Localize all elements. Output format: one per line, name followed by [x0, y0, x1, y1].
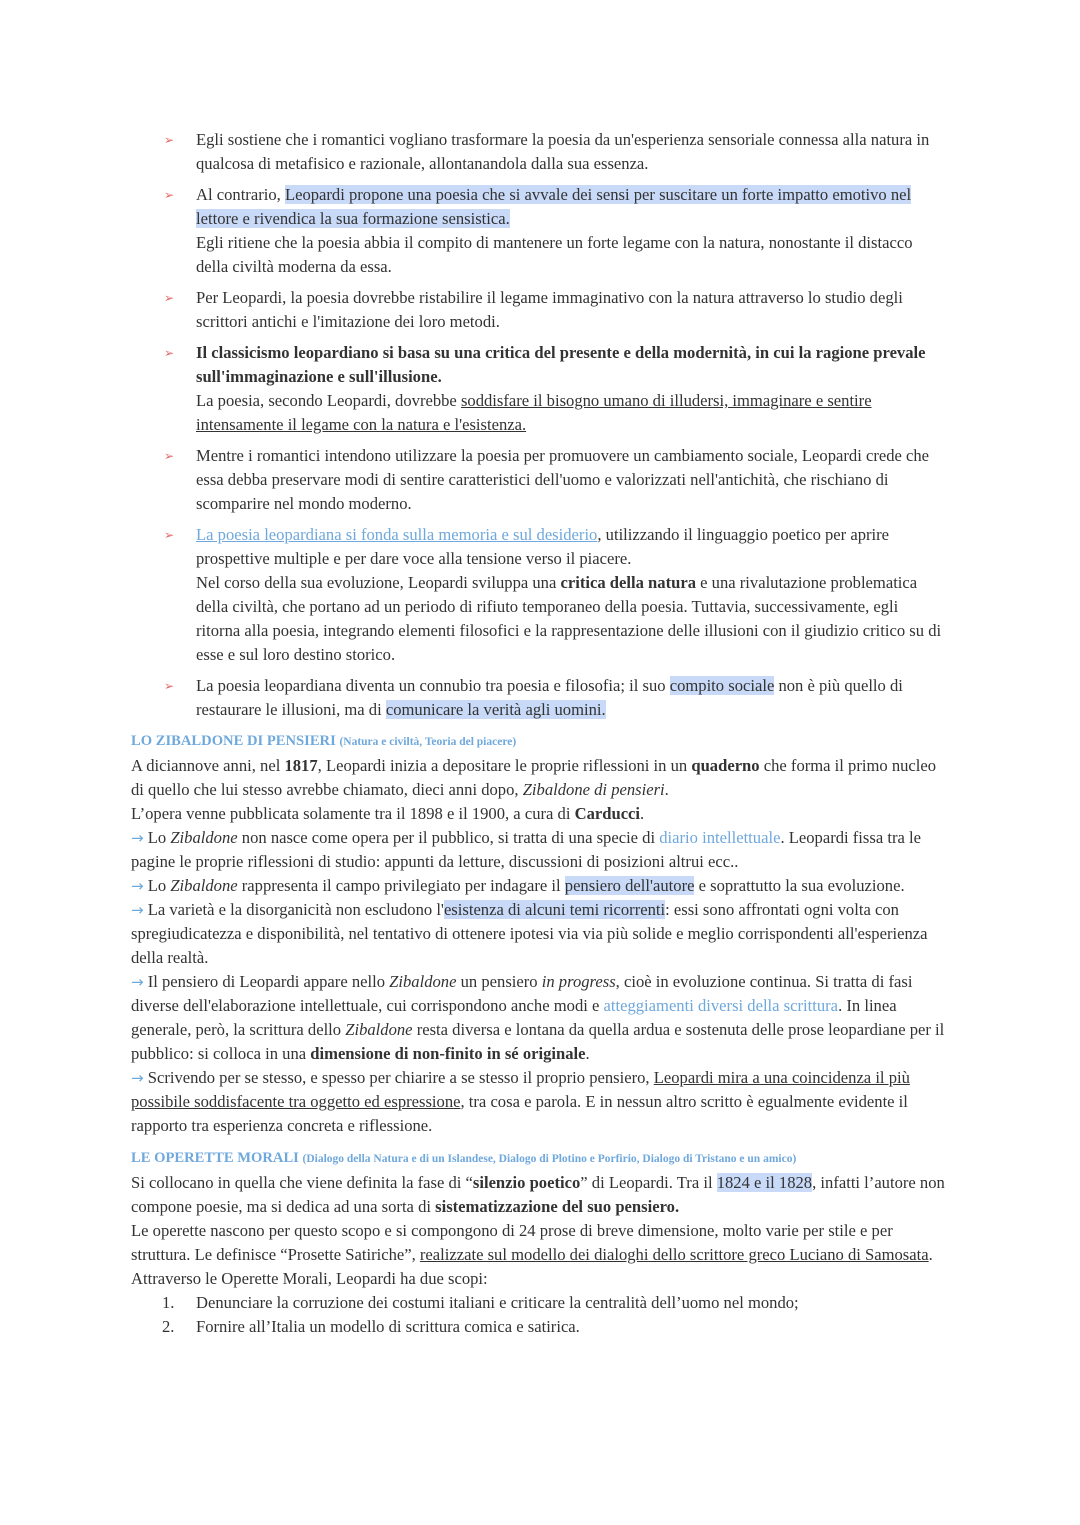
- page-content: [131, 128, 946, 1339]
- list-number: 2.: [162, 1317, 175, 1336]
- arrow-bullet-icon: ➢: [164, 133, 175, 147]
- list-item: ➢ Il classicismo leopardiano si basa su una critica del presente e della modernità, in cui la ragione prevale sull'immaginazione e sull'illusione. La poesia, secondo Leopardi, dovrebbe soddisfare il bisogno umano di illudersi, immaginare e sentire intensamente il legame con la natura e l'esistenza.: [164, 343, 926, 434]
- arrow-bullet-icon: ➢: [164, 346, 175, 360]
- list-item: ➢ La poesia leopardiana si fonda sulla memoria e sul desiderio, utilizzando il linguaggio poetico per aprire prospettive multiple e per dare voce alla tensione verso il piacere. Nel corso della sua evoluzione, Leopardi sviluppa una critica della natura e una rivalutazione problematica della civiltà, che portano ad un periodo di rifiuto temporaneo della poesia. Tuttavia, successivamente, egli ritorna alla poesia, integrando elementi filosofici e la rappresentazione delle illusioni con il giudizio critico su di esse e sul loro destino storico.: [164, 525, 942, 664]
- arrow-bullet-icon: ➢: [164, 679, 175, 693]
- arrow-bullet-icon: ➢: [164, 291, 175, 305]
- right-arrow-icon: →: [131, 877, 144, 895]
- numbered-list: [131, 1291, 946, 1339]
- highlighted-text: 1824 e il 1828: [716, 1173, 813, 1192]
- underlined-text: Leopardi mira a una coincidenza il più possibile soddisfacente tra oggetto ed espressione: [131, 1068, 910, 1111]
- list-item: ➢ Egli sostiene che i romantici vogliano trasformare la poesia da un'esperienza sensoriale connessa alla natura in qualcosa di metafisico e razionale, allontanandola dalla sua essenza.: [164, 130, 930, 173]
- list-item: ➢ Al contrario, Leopardi propone una poesia che si avvale dei sensi per suscitare un forte impatto emotivo nel lettore e rivendica la sua formazione sensistica. Egli ritiene che la poesia abbia il compito di mantenere un forte legame con la natura, nonostante il distacco della civiltà moderna da essa.: [164, 185, 913, 276]
- highlighted-text: pensiero dell'autore: [564, 876, 695, 895]
- bullet-list: [131, 128, 946, 722]
- link-text[interactable]: La poesia leopardiana si fonda sulla memoria e sul desiderio: [196, 525, 598, 544]
- right-arrow-icon: →: [131, 829, 144, 847]
- list-item: ➢ Per Leopardi, la poesia dovrebbe ristabilire il legame immaginativo con la natura attraverso lo studio degli scrittori antichi e l'imitazione dei loro metodi.: [164, 288, 903, 331]
- highlighted-text: Leopardi propone una poesia che si avvale dei sensi per suscitare un forte impatto emotivo nel lettore e rivendica la sua formazione sensistica.: [196, 185, 912, 228]
- right-arrow-icon: →: [131, 901, 144, 919]
- list-item: 2. Fornire all’Italia un modello di scrittura comica e satirica.: [131, 1315, 946, 1339]
- section-title-zibaldone: LO ZIBALDONE DI PENSIERI (Natura e civiltà, Teoria del piacere): [131, 733, 517, 749]
- underlined-text: realizzate sul modello dei dialoghi dello scrittore greco Luciano di Samosata: [419, 1245, 929, 1264]
- highlighted-text: comunicare la verità agli uomini.: [385, 700, 606, 719]
- underlined-text: soddisfare il bisogno umano di illudersi, immaginare e sentire intensamente il legame con la natura e l'esistenza.: [196, 391, 872, 434]
- section-subtitle: (Natura e civiltà, Teoria del piacere): [339, 736, 517, 748]
- arrow-bullet-icon: ➢: [164, 449, 175, 463]
- bold-text: Il classicismo leopardiano si basa su una critica del presente e della modernità, in cui la ragione prevale sull'immaginazione e sull'illusione.: [196, 343, 926, 386]
- section-subtitle: (Dialogo della Natura e di un Islandese, Dialogo di Plotino e Porfirio, Dialogo di Tristano e un amico): [302, 1153, 797, 1165]
- list-item: ➢ La poesia leopardiana diventa un connubio tra poesia e filosofia; il suo compito sociale non è più quello di restaurare le illusioni, ma di comunicare la verità agli uomini.: [164, 676, 903, 719]
- paragraph: A diciannove anni, nel 1817, Leopardi inizia a depositare le proprie riflessioni in un quaderno che forma il primo nucleo di quello che lui stesso avrebbe chiamato, dieci anni dopo, Zibaldone di pensieri. L’opera venne pubblicata solamente tra il 1898 e il 1900, a cura di Carducci. → Lo Zibaldone non nasce come opera per il pubblico, si tratta di una specie di diario intellettuale. Leopardi fissa tra le pagine le proprie riflessioni di studio: appunti da letture, discussioni di posizioni altrui ecc.. → Lo Zibaldone rappresenta il campo privilegiato per indagare il pensiero dell'autore e soprattutto la sua evoluzione. → La varietà e la disorganicità non escludono l'esistenza di alcuni temi ricorrenti: essi sono affrontati ogni volta con spregiudicatezza e disponibilità, nel tentativo di ottenere ipotesi via via più solide e meglio corrispondenti all'esperienza della realtà. → Il pensiero di Leopardi appare nello Zibaldone un pensiero in progress, cioè in evoluzione continua. Si tratta di fasi diverse dell'elaborazione intellettuale, cui corrispondono anche modi e atteggiamenti diversi della scrittura. In linea generale, però, la scrittura dello Zibaldone resta diversa e lontana da quella ardua e sostenuta delle prose leopardiane per il pubblico: si colloca in una dimensione di non-finito in sé originale. → Scrivendo per se stesso, e spesso per chiarire a se stesso il proprio pensiero, Leopardi mira a una coincidenza il più possibile soddisfacente tra oggetto ed espressione, tra cosa e parola. E in nessun altro scritto è egualmente evidente il rapporto tra esperienza concreta e riflessione.: [131, 756, 945, 1135]
- paragraph: Si collocano in quella che viene definita la fase di “silenzio poetico” di Leopardi. Tra il 1824 e il 1828, infatti l’autore non compone poesie, ma si dedica ad una sorta di sistematizzazione del suo pensiero. Le operette nascono per questo scopo e si compongono di 24 prose di breve dimensione, molto varie per stile e per struttura. Le definisce “Prosette Satiriche”, realizzate sul modello dei dialoghi dello scrittore greco Luciano di Samosata. Attraverso le Operette Morali, Leopardi ha due scopi:: [131, 1173, 945, 1288]
- highlighted-text: esistenza di alcuni temi ricorrenti: [443, 900, 666, 919]
- list-number: 1.: [162, 1293, 175, 1312]
- highlighted-text: compito sociale: [669, 676, 775, 695]
- arrow-bullet-icon: ➢: [164, 188, 175, 202]
- list-item: ➢ Mentre i romantici intendono utilizzare la poesia per promuovere un cambiamento sociale, Leopardi crede che essa debba preservare modi di sentire caratteristici dell'uomo e valorizzati nell'antichità, che rischiano di scomparire nel mondo moderno.: [164, 446, 930, 513]
- right-arrow-icon: →: [131, 973, 144, 991]
- list-item: 1. Denunciare la corruzione dei costumi italiani e criticare la centralità dell’uomo nel mondo;: [131, 1291, 946, 1315]
- arrow-bullet-icon: ➢: [164, 528, 175, 542]
- section-title-operette: LE OPERETTE MORALI (Dialogo della Natura e di un Islandese, Dialogo di Plotino e Porfirio, Dialogo di Tristano e un amico): [131, 1150, 797, 1166]
- right-arrow-icon: →: [131, 1069, 144, 1087]
